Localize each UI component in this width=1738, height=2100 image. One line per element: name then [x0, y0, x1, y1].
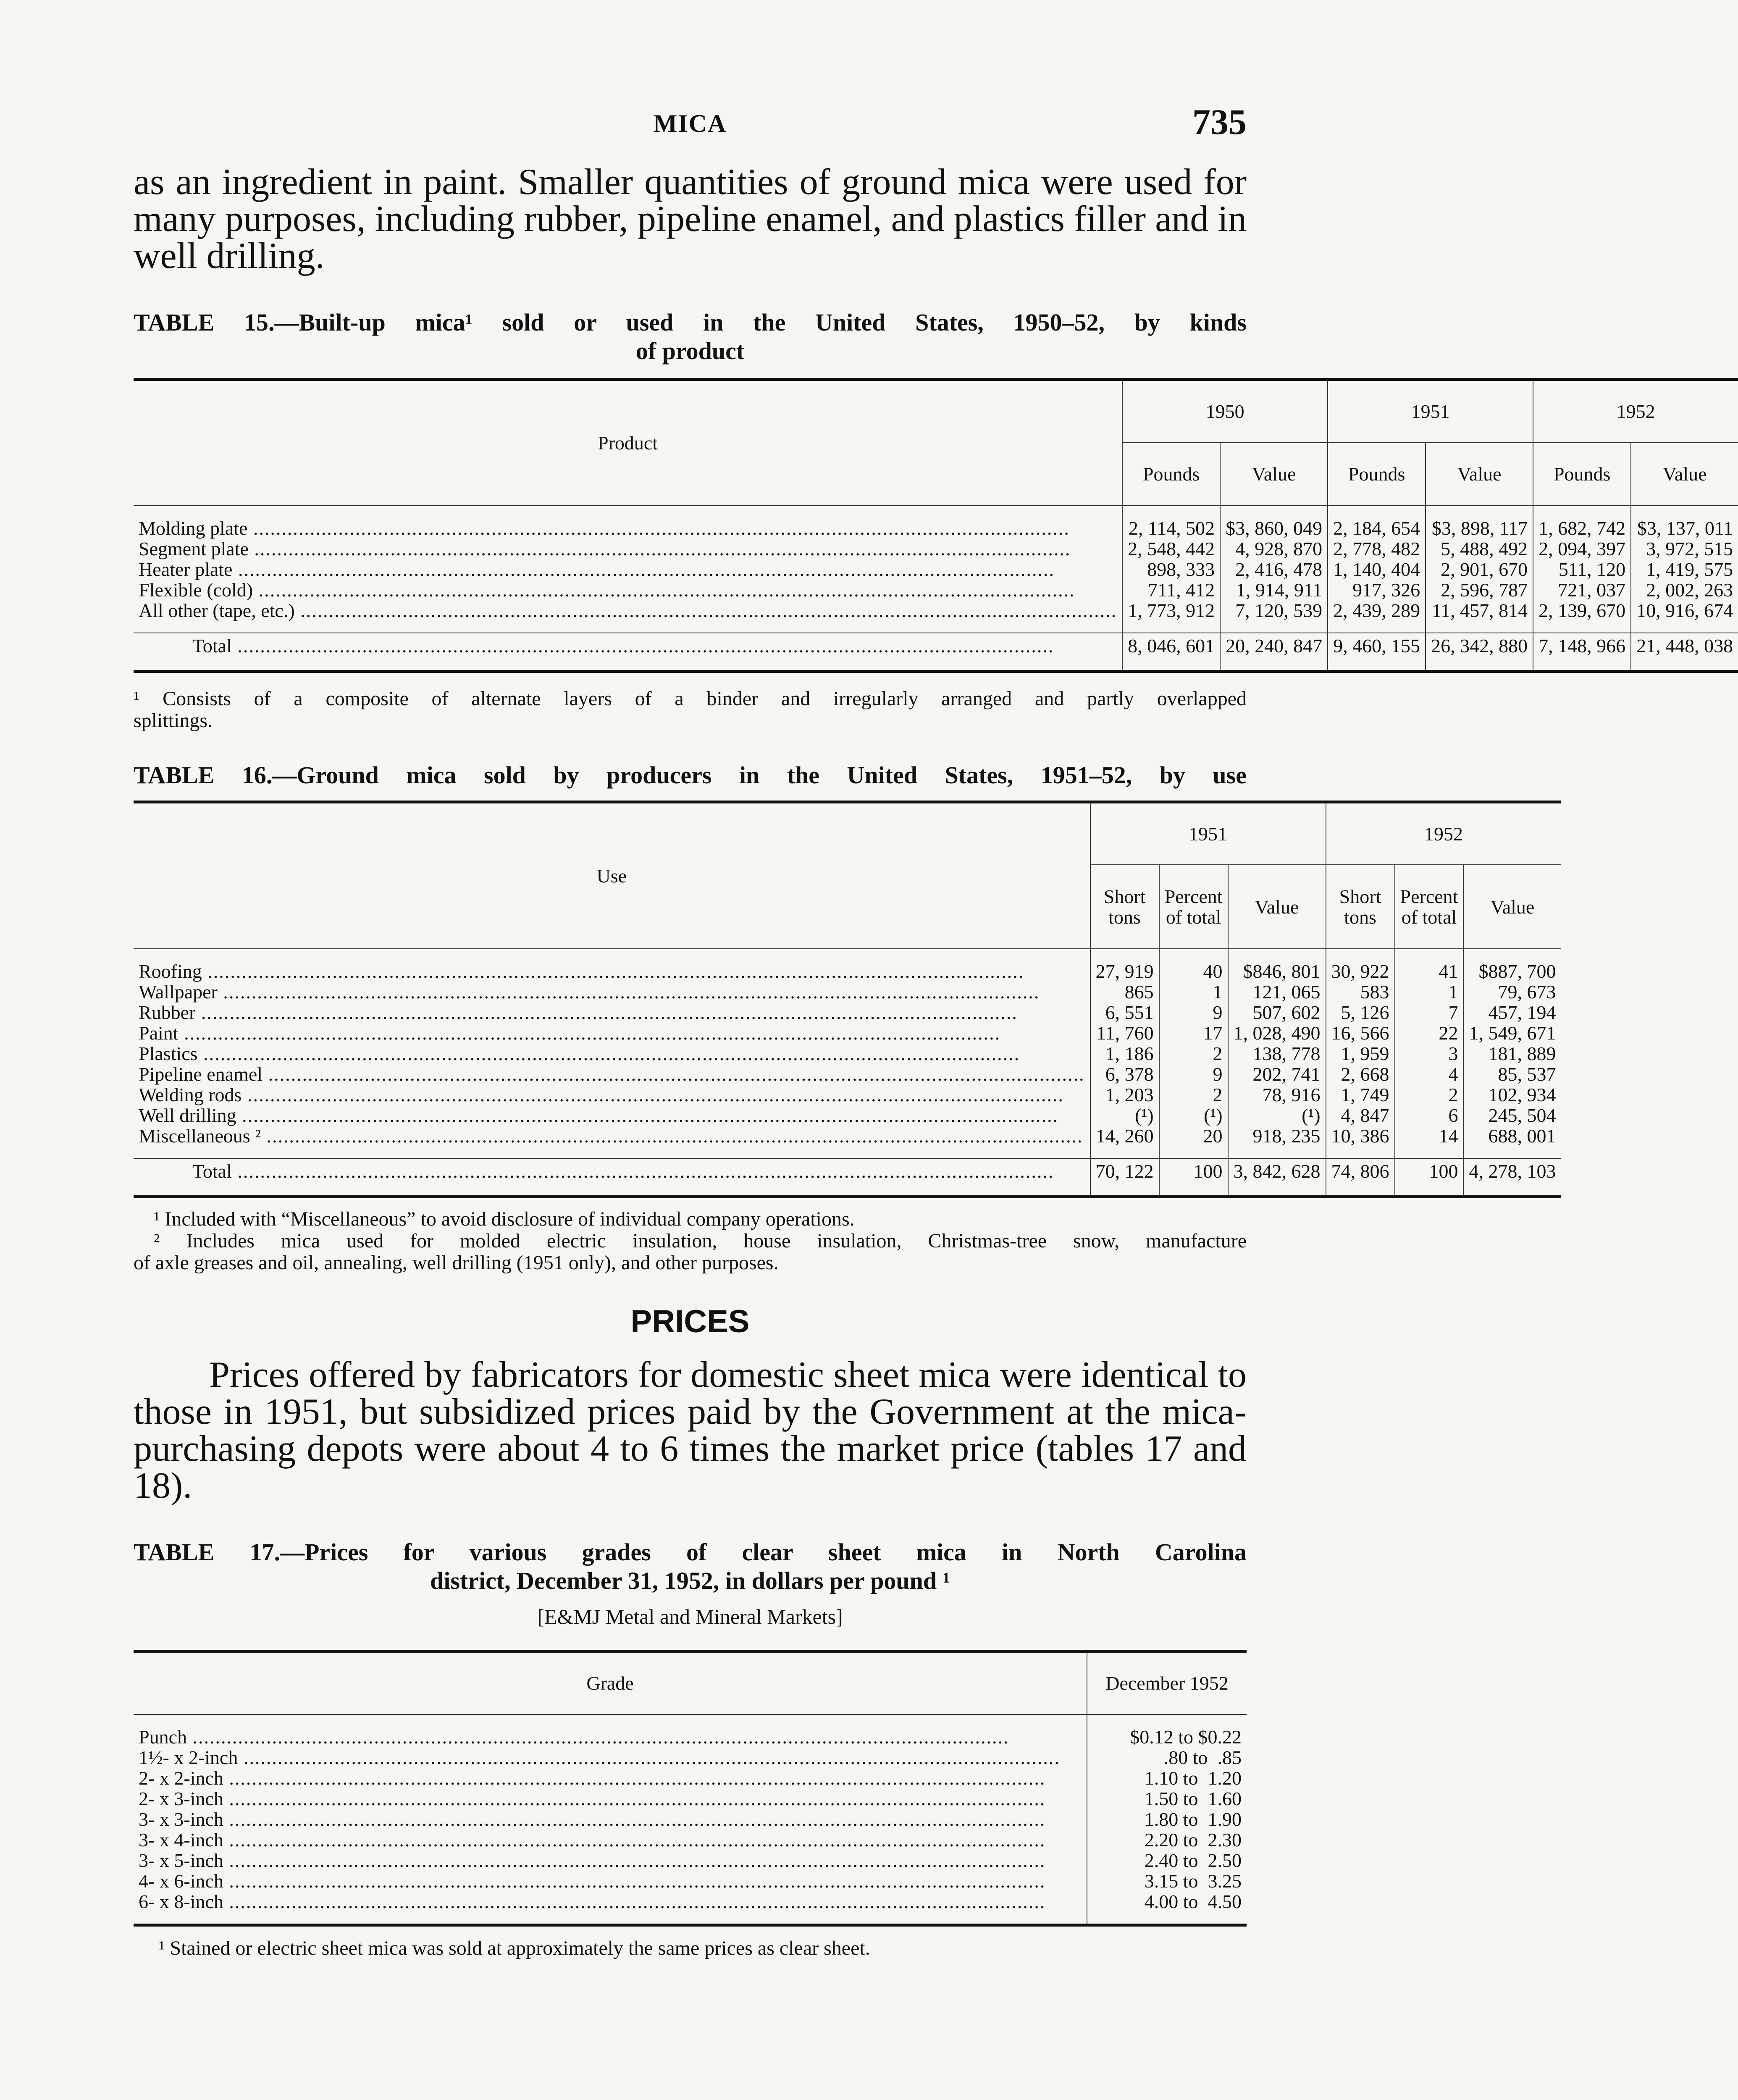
table-row — [134, 1064, 1561, 1084]
table-cell: 721, 037 — [1533, 580, 1631, 600]
price-cell: 2.40 to 2.50 — [1087, 1850, 1247, 1871]
table16-subheader — [1090, 865, 1159, 949]
table-cell: 865 — [1090, 982, 1159, 1002]
price-cell: $0.12 to $0.22 — [1087, 1727, 1247, 1747]
price-cell: 1.80 to 1.90 — [1087, 1809, 1247, 1830]
table-row — [134, 961, 1561, 982]
table15-year-1950: 1950 — [1122, 380, 1328, 443]
table-cell: 14, 260 — [1090, 1126, 1159, 1146]
table-cell: 1, 186 — [1090, 1043, 1159, 1064]
table-cell: 102, 934 — [1463, 1084, 1561, 1105]
table-cell: 9 — [1159, 1064, 1228, 1084]
table17 — [134, 1650, 1247, 1927]
table-row — [134, 1126, 1561, 1146]
table-row — [134, 1809, 1247, 1830]
grade-label: 4- x 6-inch ..... — [134, 1871, 1087, 1891]
table15-caption-line2: of product — [635, 337, 745, 365]
table-cell: 14 — [1395, 1126, 1464, 1146]
table16-year-1952: 1952 — [1326, 802, 1561, 865]
table16-footnote2-line1: ² Includes mica used for molded electric insulation, house insulation, Christmas-tree snow, manufacture — [154, 1230, 1247, 1252]
page-number: 735 — [1192, 102, 1247, 142]
grade-label: 3- x 3-inch ..... — [134, 1809, 1087, 1830]
table-cell: 2, 439, 289 — [1328, 600, 1426, 621]
table-cell: 138, 778 — [1228, 1043, 1326, 1064]
total-cell: 74, 806 — [1326, 1158, 1395, 1184]
table-row — [134, 1891, 1247, 1912]
row-label: Flexible (cold) ..... — [134, 580, 1122, 600]
table-cell: 1, 419, 575 — [1631, 559, 1738, 580]
table-cell: 11, 457, 814 — [1426, 600, 1533, 621]
table16-year-1951: 1951 — [1090, 802, 1326, 865]
row-label: Plastics ..... — [134, 1043, 1090, 1064]
row-label: Pipeline enamel ..... — [134, 1064, 1090, 1084]
table-cell: 11, 760 — [1090, 1023, 1159, 1043]
table-cell: (¹) — [1090, 1105, 1159, 1126]
table-row — [134, 1850, 1247, 1871]
table-cell: 4 — [1395, 1064, 1464, 1084]
table-cell: 2 — [1159, 1084, 1228, 1105]
total-label: Total ..... — [134, 1158, 1090, 1184]
table15-subheader: Value — [1426, 443, 1533, 506]
table-row — [134, 538, 1738, 559]
table-cell: 511, 120 — [1533, 559, 1631, 580]
prices-paragraph: Prices offered by fabricators for domestic sheet mica were identical to those in 1951, but subsidized prices paid by the Government at the mica-purchasing depots were about 4 to 6 times the market price (tables 17 and 18). — [134, 1354, 1247, 1506]
grade-label: 2- x 3-inch ..... — [134, 1788, 1087, 1809]
table16-subheader — [1326, 865, 1395, 949]
row-label: Well drilling ..... — [134, 1105, 1090, 1126]
table-cell: 1, 773, 912 — [1122, 600, 1220, 621]
table17-caption-line1: TABLE 17.—Prices for various grades of clear sheet mica in North Carolina — [134, 1538, 1247, 1566]
total-cell: 3, 842, 628 — [1228, 1158, 1326, 1184]
table17-caption — [134, 1538, 1247, 1595]
table-cell: 583 — [1326, 982, 1395, 1002]
table-cell: 1 — [1395, 982, 1464, 1002]
subheader-line: Value — [1255, 896, 1299, 918]
table-cell: 918, 235 — [1228, 1126, 1326, 1146]
table-cell: 41 — [1395, 961, 1464, 982]
table-cell: 457, 194 — [1463, 1002, 1561, 1023]
table-row — [134, 1788, 1247, 1809]
table-row — [134, 559, 1738, 580]
table15-subheader: Pounds — [1122, 443, 1220, 506]
prices-heading: PRICES — [630, 1304, 750, 1339]
table15-subheader: Pounds — [1328, 443, 1426, 506]
table-cell: 181, 889 — [1463, 1043, 1561, 1064]
table-cell: 6 — [1395, 1105, 1464, 1126]
row-label: Roofing ..... — [134, 961, 1090, 982]
table-row — [134, 1768, 1247, 1788]
subheader-line: Short — [1103, 886, 1146, 907]
table16-footnote2-line2: of axle greases and oil, annealing, well drilling (1951 only), and other purposes. — [134, 1252, 779, 1274]
total-cell: 100 — [1395, 1158, 1464, 1184]
table-cell: 5, 126 — [1326, 1002, 1395, 1023]
row-label: Paint ..... — [134, 1023, 1090, 1043]
table16-subheader — [1159, 865, 1228, 949]
table-row — [134, 1002, 1561, 1023]
table16-footnotes — [134, 1208, 1247, 1274]
table17-footnote: ¹ Stained or electric sheet mica was sold at approximately the same prices as clear sheet. — [159, 1937, 870, 1959]
table16-subheader — [1463, 865, 1561, 949]
table15-product-header: Product — [134, 380, 1122, 506]
table-cell: 2, 139, 670 — [1533, 600, 1631, 621]
table-cell: 2, 778, 482 — [1328, 538, 1426, 559]
table-cell: 10, 916, 674 — [1631, 600, 1738, 621]
table-cell: 4, 928, 870 — [1220, 538, 1328, 559]
row-label: Heater plate ..... — [134, 559, 1122, 580]
table16-caption: TABLE 16.—Ground mica sold by producers in the United States, 1951–52, by use — [134, 761, 1247, 789]
intro-paragraph: as an ingredient in paint. Smaller quantities of ground mica were used for many purposes, including rubber, pipeline enamel, and plastics filler and in well drilling. — [134, 162, 1247, 276]
table-cell: 2, 548, 442 — [1122, 538, 1220, 559]
table-cell: 711, 412 — [1122, 580, 1220, 600]
table-cell: 10, 386 — [1326, 1126, 1395, 1146]
table15-year-1951: 1951 — [1328, 380, 1533, 443]
row-label: Segment plate ..... — [134, 538, 1122, 559]
price-cell: 1.50 to 1.60 — [1087, 1788, 1247, 1809]
table-cell: 1, 203 — [1090, 1084, 1159, 1105]
table-cell: 2, 596, 787 — [1426, 580, 1533, 600]
table-cell: 20 — [1159, 1126, 1228, 1146]
table15-footnote — [134, 688, 1247, 732]
table15 — [134, 378, 1738, 673]
table-cell: 4, 847 — [1326, 1105, 1395, 1126]
table-row — [134, 1043, 1561, 1064]
table-cell: 1, 959 — [1326, 1043, 1395, 1064]
total-cell: 7, 148, 966 — [1533, 633, 1631, 658]
running-title: MICA — [653, 110, 727, 137]
table-cell: 1, 749 — [1326, 1084, 1395, 1105]
table-cell: $3, 860, 049 — [1220, 518, 1328, 538]
row-label: Rubber ..... — [134, 1002, 1090, 1023]
table-cell: 2, 901, 670 — [1426, 559, 1533, 580]
table-cell: 2, 416, 478 — [1220, 559, 1328, 580]
table16-subheader — [1228, 865, 1326, 949]
table-cell: 2 — [1159, 1043, 1228, 1064]
table-cell: 2, 094, 397 — [1533, 538, 1631, 559]
row-label: Molding plate ..... — [134, 518, 1122, 538]
total-row — [134, 1158, 1561, 1184]
table-cell: 2, 184, 654 — [1328, 518, 1426, 538]
table-cell: 85, 537 — [1463, 1064, 1561, 1084]
table-cell: 202, 741 — [1228, 1064, 1326, 1084]
subheader-line: Value — [1490, 896, 1535, 918]
row-label: Welding rods ..... — [134, 1084, 1090, 1105]
table-cell: 6, 378 — [1090, 1064, 1159, 1084]
table-cell: 22 — [1395, 1023, 1464, 1043]
table-cell: 1 — [1159, 982, 1228, 1002]
table-row — [134, 1871, 1247, 1891]
total-cell: 20, 240, 847 — [1220, 633, 1328, 658]
table-cell: 2, 668 — [1326, 1064, 1395, 1084]
grade-label: 3- x 4-inch ..... — [134, 1830, 1087, 1850]
table15-footnote-line2: splittings. — [134, 709, 213, 732]
table-cell: 9 — [1159, 1002, 1228, 1023]
table-row — [134, 1747, 1247, 1768]
table15-caption-line1: TABLE 15.—Built-up mica¹ sold or used in the United States, 1950–52, by kinds — [134, 309, 1247, 336]
table16-body — [134, 949, 1561, 1197]
table16-subheader — [1395, 865, 1464, 949]
table-cell: 917, 326 — [1328, 580, 1426, 600]
table-cell: 79, 673 — [1463, 982, 1561, 1002]
table17-body — [134, 1714, 1247, 1925]
table-row — [134, 1727, 1247, 1747]
table-cell: 688, 001 — [1463, 1126, 1561, 1146]
table17-grade-header: Grade — [134, 1651, 1087, 1714]
table-cell: 5, 488, 492 — [1426, 538, 1533, 559]
total-cell: 9, 460, 155 — [1328, 633, 1426, 658]
table-row — [134, 1084, 1561, 1105]
table15-caption — [134, 308, 1247, 365]
grade-label: 6- x 8-inch ..... — [134, 1891, 1087, 1912]
subheader-line: of total — [1401, 906, 1457, 928]
table-cell: 1, 028, 490 — [1228, 1023, 1326, 1043]
table-cell: (¹) — [1228, 1105, 1326, 1126]
table-cell: 2, 002, 263 — [1631, 580, 1738, 600]
grade-label: 2- x 2-inch ..... — [134, 1768, 1087, 1788]
subheader-line: Short — [1339, 886, 1381, 907]
table-row — [134, 982, 1561, 1002]
subheader-line: tons — [1108, 906, 1141, 928]
table-cell: 121, 065 — [1228, 982, 1326, 1002]
table-row — [134, 580, 1738, 600]
row-label: All other (tape, etc.) ..... — [134, 600, 1122, 621]
running-header — [134, 101, 1247, 147]
table-cell: 78, 916 — [1228, 1084, 1326, 1105]
price-cell: 2.20 to 2.30 — [1087, 1830, 1247, 1850]
total-cell: 4, 278, 103 — [1463, 1158, 1561, 1184]
table-cell: 898, 333 — [1122, 559, 1220, 580]
table-cell: 1, 549, 671 — [1463, 1023, 1561, 1043]
total-label: Total ..... — [134, 633, 1122, 658]
document-page — [134, 101, 1733, 1959]
table-cell: $887, 700 — [1463, 961, 1561, 982]
grade-label: 3- x 5-inch ..... — [134, 1850, 1087, 1871]
total-cell: 100 — [1159, 1158, 1228, 1184]
table-row — [134, 600, 1738, 621]
table17-source: [E&MJ Metal and Mineral Markets] — [537, 1605, 843, 1628]
table15-year-1952: 1952 — [1533, 380, 1738, 443]
table-cell: 3, 972, 515 — [1631, 538, 1738, 559]
table-cell: 2, 114, 502 — [1122, 518, 1220, 538]
table-cell: 245, 504 — [1463, 1105, 1561, 1126]
table16-use-header: Use — [134, 802, 1090, 949]
subheader-line: Percent — [1400, 886, 1458, 907]
table16 — [134, 801, 1561, 1199]
table-row — [134, 1023, 1561, 1043]
table17-price-header: December 1952 — [1087, 1651, 1247, 1714]
table-cell: $846, 801 — [1228, 961, 1326, 982]
table16-footnote1: ¹ Included with “Miscellaneous” to avoid disclosure of individual company operations. — [154, 1208, 855, 1230]
price-cell: 3.15 to 3.25 — [1087, 1871, 1247, 1891]
table-cell: 1, 914, 911 — [1220, 580, 1328, 600]
total-row — [134, 633, 1738, 658]
total-cell: 8, 046, 601 — [1122, 633, 1220, 658]
price-cell: .80 to .85 — [1087, 1747, 1247, 1768]
table-cell: 27, 919 — [1090, 961, 1159, 982]
table-cell: $3, 137, 011 — [1631, 518, 1738, 538]
table15-body — [134, 506, 1738, 672]
table15-subheader: Value — [1631, 443, 1738, 506]
table-cell: 7, 120, 539 — [1220, 600, 1328, 621]
table-row — [134, 518, 1738, 538]
table-cell: 40 — [1159, 961, 1228, 982]
grade-label: Punch ..... — [134, 1727, 1087, 1747]
table-row — [134, 1830, 1247, 1850]
row-label: Miscellaneous ² ..... — [134, 1126, 1090, 1146]
table-cell: 3 — [1395, 1043, 1464, 1064]
subheader-line: Percent — [1164, 886, 1223, 907]
table-row — [134, 1105, 1561, 1126]
table-cell: 7 — [1395, 1002, 1464, 1023]
table-cell: (¹) — [1159, 1105, 1228, 1126]
table-cell: 17 — [1159, 1023, 1228, 1043]
table-cell: $3, 898, 117 — [1426, 518, 1533, 538]
table-cell: 6, 551 — [1090, 1002, 1159, 1023]
subheader-line: tons — [1344, 906, 1376, 928]
subheader-line: of total — [1166, 906, 1221, 928]
table-cell: 507, 602 — [1228, 1002, 1326, 1023]
table-cell: 1, 140, 404 — [1328, 559, 1426, 580]
table-cell: 2 — [1395, 1084, 1464, 1105]
table-cell: 30, 922 — [1326, 961, 1395, 982]
grade-label: 1½- x 2-inch ..... — [134, 1747, 1087, 1768]
table17-caption-line2: district, December 31, 1952, in dollars per pound ¹ — [430, 1567, 950, 1594]
table15-subheader: Pounds — [1533, 443, 1631, 506]
row-label: Wallpaper ..... — [134, 982, 1090, 1002]
price-cell: 1.10 to 1.20 — [1087, 1768, 1247, 1788]
price-cell: 4.00 to 4.50 — [1087, 1891, 1247, 1912]
table-cell: 1, 682, 742 — [1533, 518, 1631, 538]
total-cell: 21, 448, 038 — [1631, 633, 1738, 658]
total-cell: 70, 122 — [1090, 1158, 1159, 1184]
total-cell: 26, 342, 880 — [1426, 633, 1533, 658]
table15-subheader: Value — [1220, 443, 1328, 506]
table15-footnote-line1: ¹ Consists of a composite of alternate layers of a binder and irregularly arranged and partly overlapped — [134, 687, 1247, 710]
table-cell: 16, 566 — [1326, 1023, 1395, 1043]
